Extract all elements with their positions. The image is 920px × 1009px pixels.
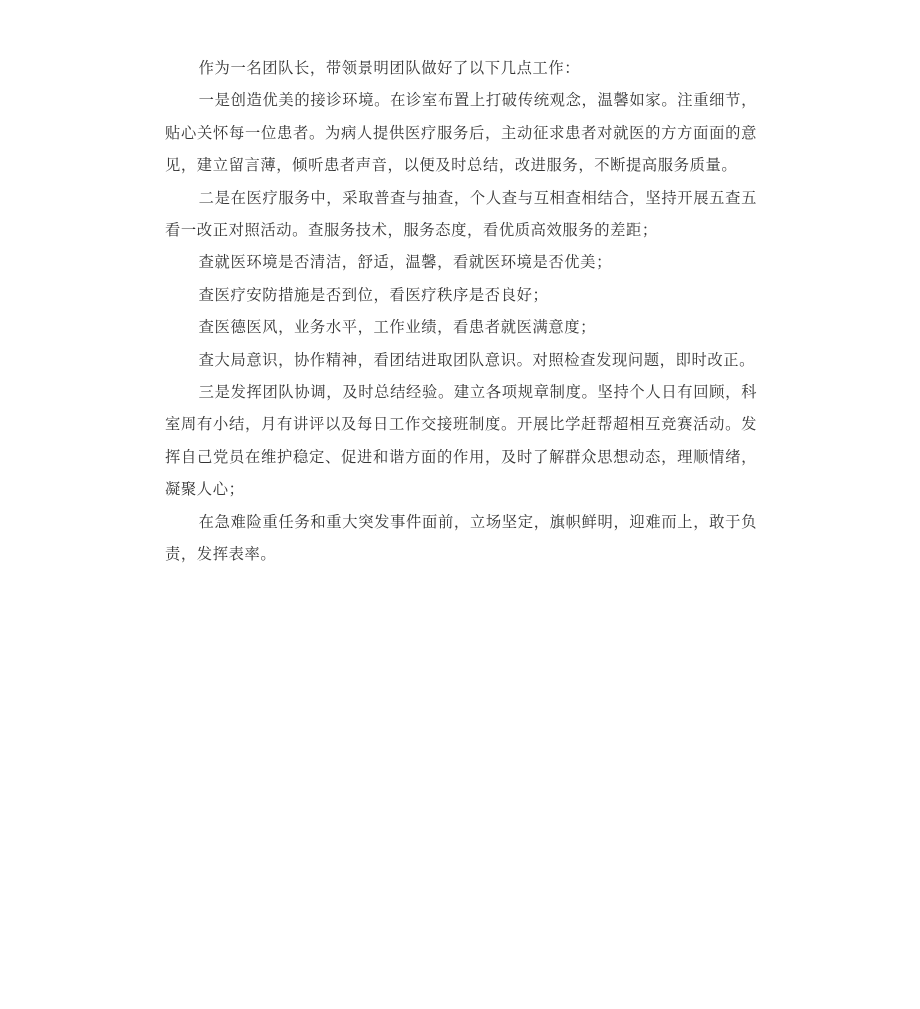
paragraph-check-safety: 查医疗安防措施是否到位，看医疗秩序是否良好； [198, 285, 549, 304]
paragraph-intro: 作为一名团队长，带领景明团队做好了以下几点工作： [198, 59, 581, 77]
paragraph-check-ethics: 查医德医风，业务水平，工作业绩，看患者就医满意度； [198, 318, 597, 337]
paragraph-coordination: 三是发挥团队协调，及时总结经验。建立各项规章制度。坚持个人日有回顾，科室周有小结，月有讲评以及每日工作交接班制度。开展比学赶帮超相互竞赛活动。发挥自己党员在维护稳定、促进和谐方面的作用，及时了解群众思想动态，理顺情绪，凝聚人心； [165, 383, 757, 499]
paragraph-emergency: 在急难险重任务和重大突发事件面前，立场坚定，旗帜鲜明，迎难而上，敢于负责，发挥表率。 [165, 512, 757, 564]
paragraph-check-teamwork: 查大局意识，协作精神，看团结进取团队意识。对照检查发现问题，即时改正。 [198, 350, 756, 369]
paragraph-environment: 一是创造优美的接诊环境。在诊室布置上打破传统观念，温馨如家。注重细节，贴心关怀每一位患者。为病人提供医疗服务后，主动征求患者对就医的方方面面的意见，建立留言薄，倾听患者声音，以便及时总结，改进服务，不断提高服务质量。 [165, 91, 757, 175]
paragraph-inspection: 二是在医疗服务中，采取普查与抽查，个人查与互相查相结合，坚持开展五查五看一改正对照活动。查服务技术，服务态度，看优质高效服务的差距； [165, 188, 757, 240]
document-body [165, 52, 757, 571]
paragraph-check-environment: 查就医环境是否清洁，舒适，温馨，看就医环境是否优美； [198, 253, 612, 272]
